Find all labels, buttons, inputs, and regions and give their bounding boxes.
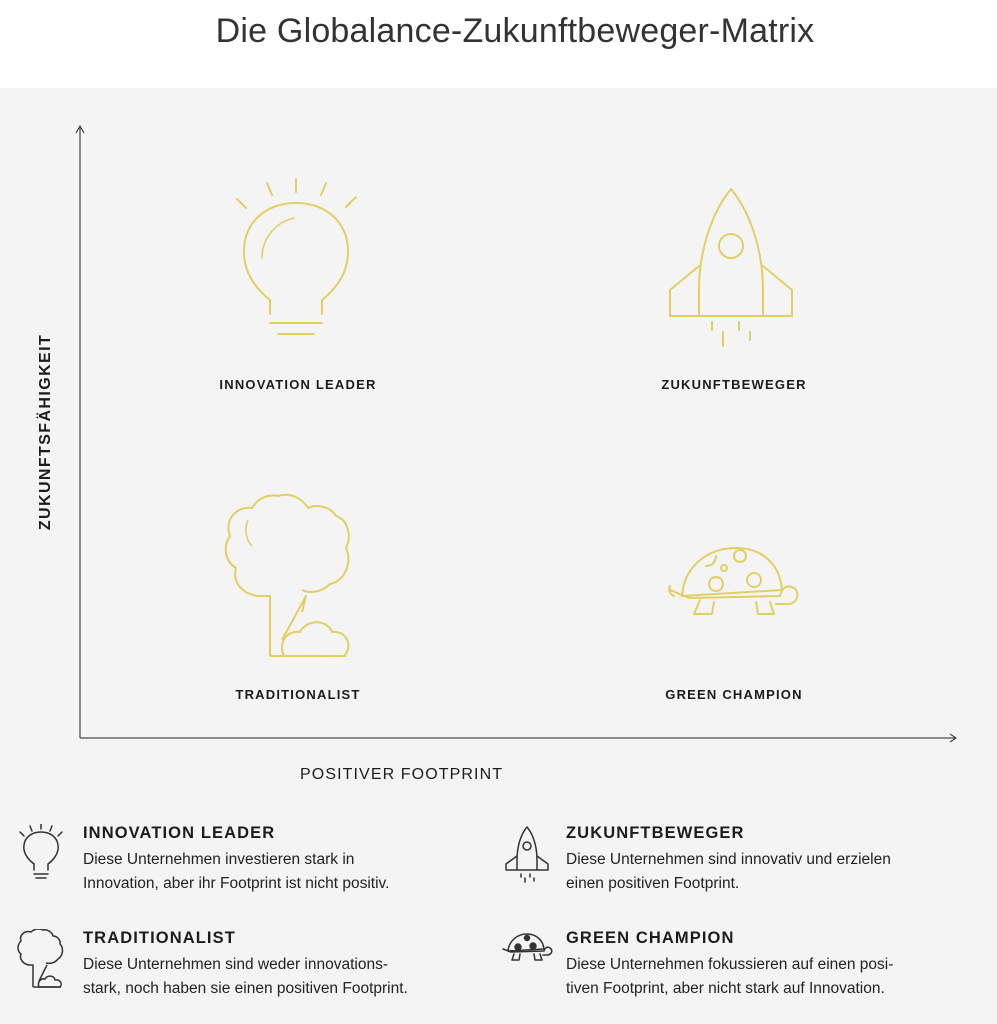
turtle-icon [500,929,556,989]
lightbulb-icon [17,824,73,884]
legend-title: INNOVATION LEADER [83,824,276,842]
legend-description [83,848,493,896]
quadrant-label-innovation-leader: INNOVATION LEADER [219,377,377,392]
legend-description-line: Diese Unternehmen fokussieren auf einen posi- [566,956,894,973]
y-axis-line [76,126,84,738]
legend-description-line: einen positiven Footprint. [566,875,740,892]
rocket-icon [670,189,792,346]
legend-description [566,848,976,896]
x-axis-label: POSITIVER FOOTPRINT [300,766,504,783]
legend-description-line: Diese Unternehmen sind innovativ und erzielen [566,851,891,868]
legend-title: ZUKUNFTBEWEGER [566,824,745,842]
tree-icon [17,929,73,989]
quadrant-label-green-champion: GREEN CHAMPION [665,687,803,702]
tree-icon [226,495,349,656]
page-title: Die Globalance-Zukunftbeweger-Matrix [215,12,815,50]
lightbulb-icon [237,179,356,334]
legend-description-line: stark, noch haben sie einen positiven Footprint. [83,980,408,997]
quadrant-label-zukunftbeweger: ZUKUNFTBEWEGER [661,377,807,392]
quadrant-label-traditionalist: TRADITIONALIST [235,687,361,702]
rocket-icon [500,824,556,884]
y-axis-label: ZUKUNFTSFÄHIGKEIT [37,333,54,531]
legend-description-line: Diese Unternehmen sind weder innovations- [83,956,388,973]
legend-description-line: Diese Unternehmen investieren stark in [83,851,355,868]
legend-title: GREEN CHAMPION [566,929,735,947]
x-axis-line [80,734,956,742]
legend-description-line: Innovation, aber ihr Footprint ist nicht positiv. [83,875,390,892]
legend-title: TRADITIONALIST [83,929,236,947]
legend-description [83,953,493,1001]
legend-description [566,953,976,1001]
legend-description-line: tiven Footprint, aber nicht stark auf Innovation. [566,980,885,997]
turtle-icon [669,548,797,614]
